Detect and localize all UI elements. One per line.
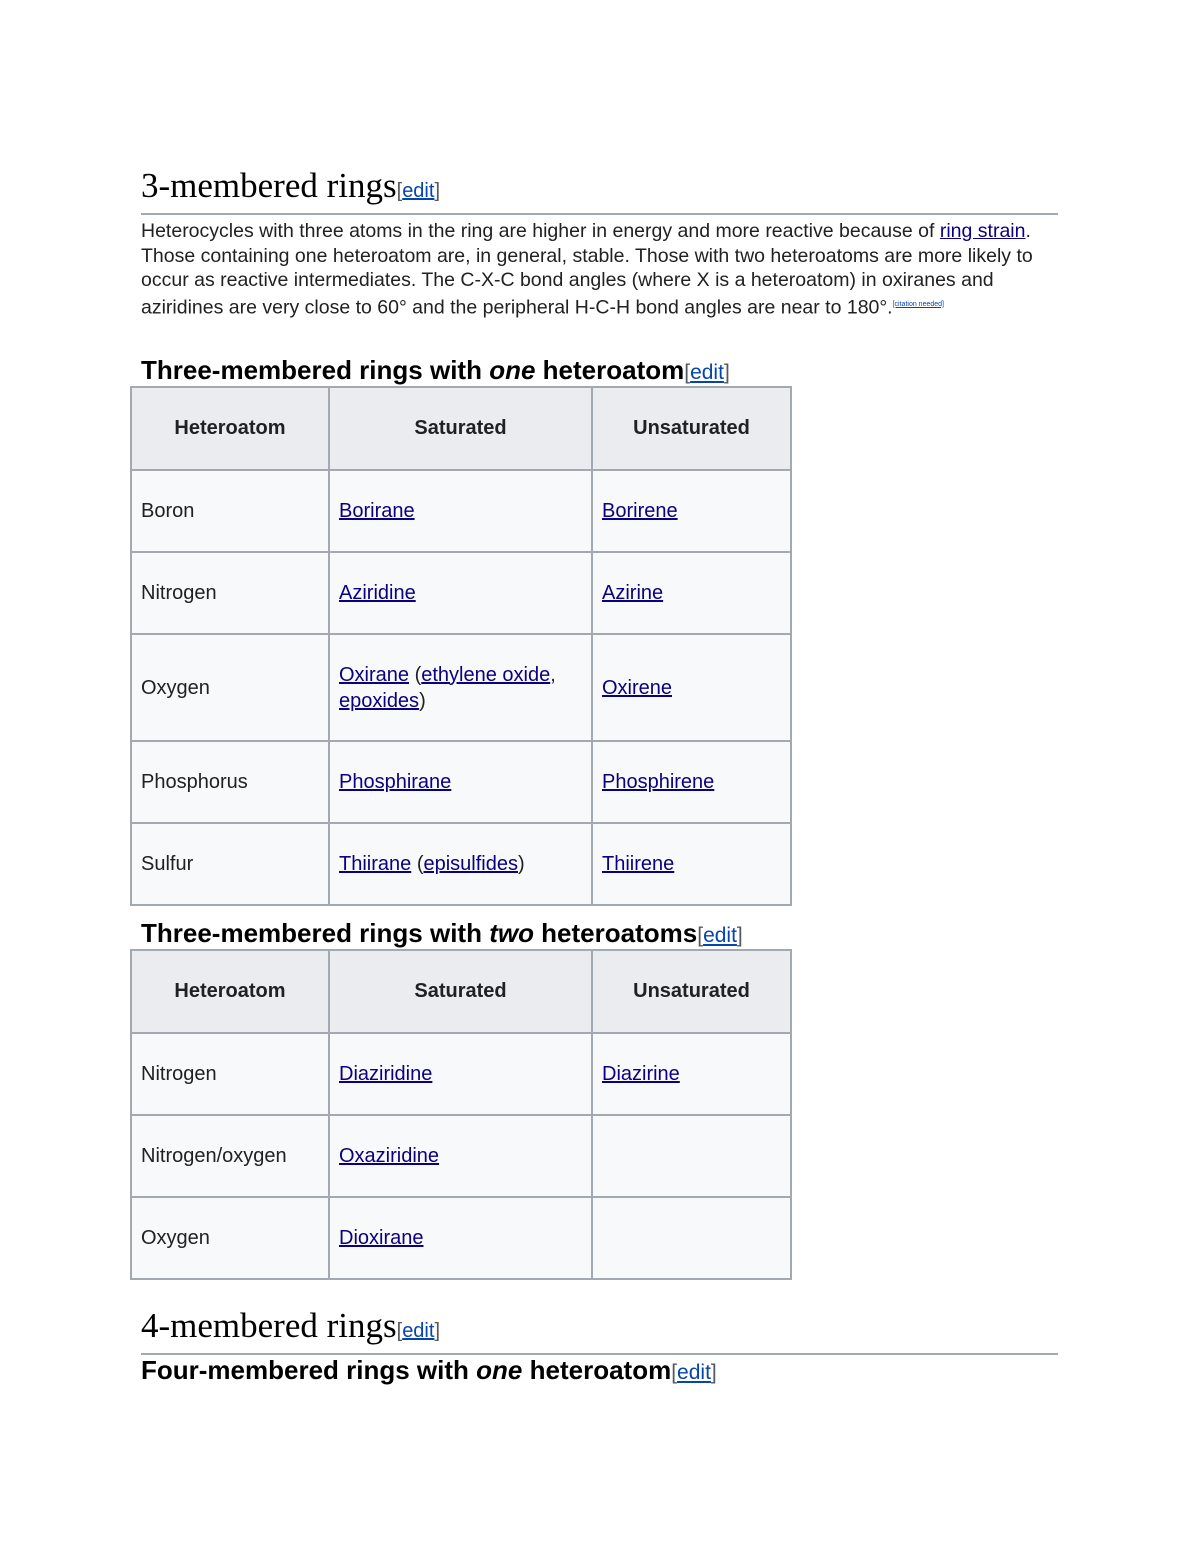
unsaturated-cell — [592, 823, 791, 905]
column-header: Unsaturated — [592, 950, 791, 1033]
unsaturated-cell — [592, 1033, 791, 1115]
table-row — [131, 741, 791, 823]
column-header: Saturated — [329, 387, 592, 470]
column-header: Heteroatom — [131, 950, 329, 1033]
table-row — [131, 634, 791, 741]
compound-link[interactable]: Phosphirane — [339, 770, 452, 793]
saturated-cell — [329, 741, 592, 823]
heteroatom-cell: Nitrogen — [131, 552, 329, 634]
saturated-cell — [329, 1197, 592, 1279]
heteroatom-cell: Nitrogen/oxygen — [131, 1115, 329, 1197]
table-header-row — [131, 387, 791, 470]
section-heading-3-membered: 3-membered rings[edit] — [141, 166, 1058, 215]
compound-link[interactable]: epoxides — [339, 689, 420, 712]
compound-link[interactable]: Dioxirane — [339, 1226, 424, 1249]
compound-link[interactable]: Diaziridine — [339, 1062, 433, 1085]
saturated-cell: Thiirane (episulfides) — [329, 823, 592, 905]
compound-link[interactable]: Aziridine — [339, 581, 416, 604]
heading-text: 3-membered rings — [141, 166, 397, 205]
edit-link[interactable]: edit — [677, 1361, 711, 1384]
heteroatom-cell: Nitrogen — [131, 1033, 329, 1115]
table-one-heteroatom — [130, 386, 792, 906]
subheading-one-heteroatom: Three-membered rings with one heteroatom[edit] — [141, 355, 730, 385]
compound-link[interactable]: Oxirane — [339, 663, 410, 686]
saturated-cell — [329, 552, 592, 634]
table-row — [131, 552, 791, 634]
compound-link[interactable]: Borirane — [339, 499, 415, 522]
column-header: Unsaturated — [592, 387, 791, 470]
saturated-cell — [329, 1033, 592, 1115]
edit-link[interactable]: edit — [402, 1320, 435, 1342]
heteroatom-cell: Boron — [131, 470, 329, 552]
unsaturated-cell — [592, 552, 791, 634]
compound-link[interactable]: Oxirene — [602, 676, 673, 699]
table-row — [131, 1197, 791, 1279]
table-two-heteroatoms — [130, 949, 792, 1280]
table-row — [131, 470, 791, 552]
table-row — [131, 1033, 791, 1115]
unsaturated-cell — [592, 470, 791, 552]
citation-needed-link[interactable]: [citation needed] — [892, 300, 944, 308]
compound-link[interactable]: Azirine — [602, 581, 664, 604]
saturated-cell: Oxirane (ethylene oxide, epoxides) — [329, 634, 592, 741]
subheading-two-heteroatoms: Three-membered rings with two heteroatoms[edit] — [141, 918, 743, 948]
compound-link[interactable]: Thiirane — [339, 852, 412, 875]
compound-link[interactable]: Borirene — [602, 499, 678, 522]
intro-paragraph: Heterocycles with three atoms in the ring are higher in energy and more reactive because of ring strain. Those containing one heteroatom are, in general, stable. Those with two heteroatoms are more likely to occur as reactive intermediates. The C-X-C bond angles (where X is a heteroatom) in oxiranes and aziridines are very close to 60° and the peripheral H-C-H bond angles are near to 180°.[citation needed] — [141, 220, 1033, 319]
table-row — [131, 1115, 791, 1197]
heading-text: 4-membered rings — [141, 1306, 397, 1345]
unsaturated-cell — [592, 741, 791, 823]
table-header-row — [131, 950, 791, 1033]
table-row — [131, 823, 791, 905]
compound-link[interactable]: ethylene oxide — [421, 663, 551, 686]
heteroatom-cell: Phosphorus — [131, 741, 329, 823]
compound-link[interactable]: Thiirene — [602, 852, 675, 875]
heteroatom-cell: Oxygen — [131, 1197, 329, 1279]
ring-strain-link[interactable]: ring strain — [939, 220, 1026, 242]
heteroatom-cell: Sulfur — [131, 823, 329, 905]
unsaturated-cell — [592, 634, 791, 741]
edit-link[interactable]: edit — [690, 361, 724, 384]
unsaturated-cell — [592, 1197, 791, 1279]
edit-link[interactable]: edit — [402, 180, 435, 202]
column-header: Heteroatom — [131, 387, 329, 470]
saturated-cell — [329, 470, 592, 552]
unsaturated-cell — [592, 1115, 791, 1197]
compound-link[interactable]: Diazirine — [602, 1062, 680, 1085]
column-header: Saturated — [329, 950, 592, 1033]
compound-link[interactable]: Oxaziridine — [339, 1144, 440, 1167]
compound-link[interactable]: Phosphirene — [602, 770, 715, 793]
subheading-four-one-heteroatom: Four-membered rings with one heteroatom[edit] — [141, 1355, 717, 1385]
heteroatom-cell: Oxygen — [131, 634, 329, 741]
saturated-cell — [329, 1115, 592, 1197]
edit-link[interactable]: edit — [703, 924, 737, 947]
section-heading-4-membered: 4-membered rings[edit] — [141, 1306, 1058, 1355]
compound-link[interactable]: episulfides — [423, 852, 518, 875]
